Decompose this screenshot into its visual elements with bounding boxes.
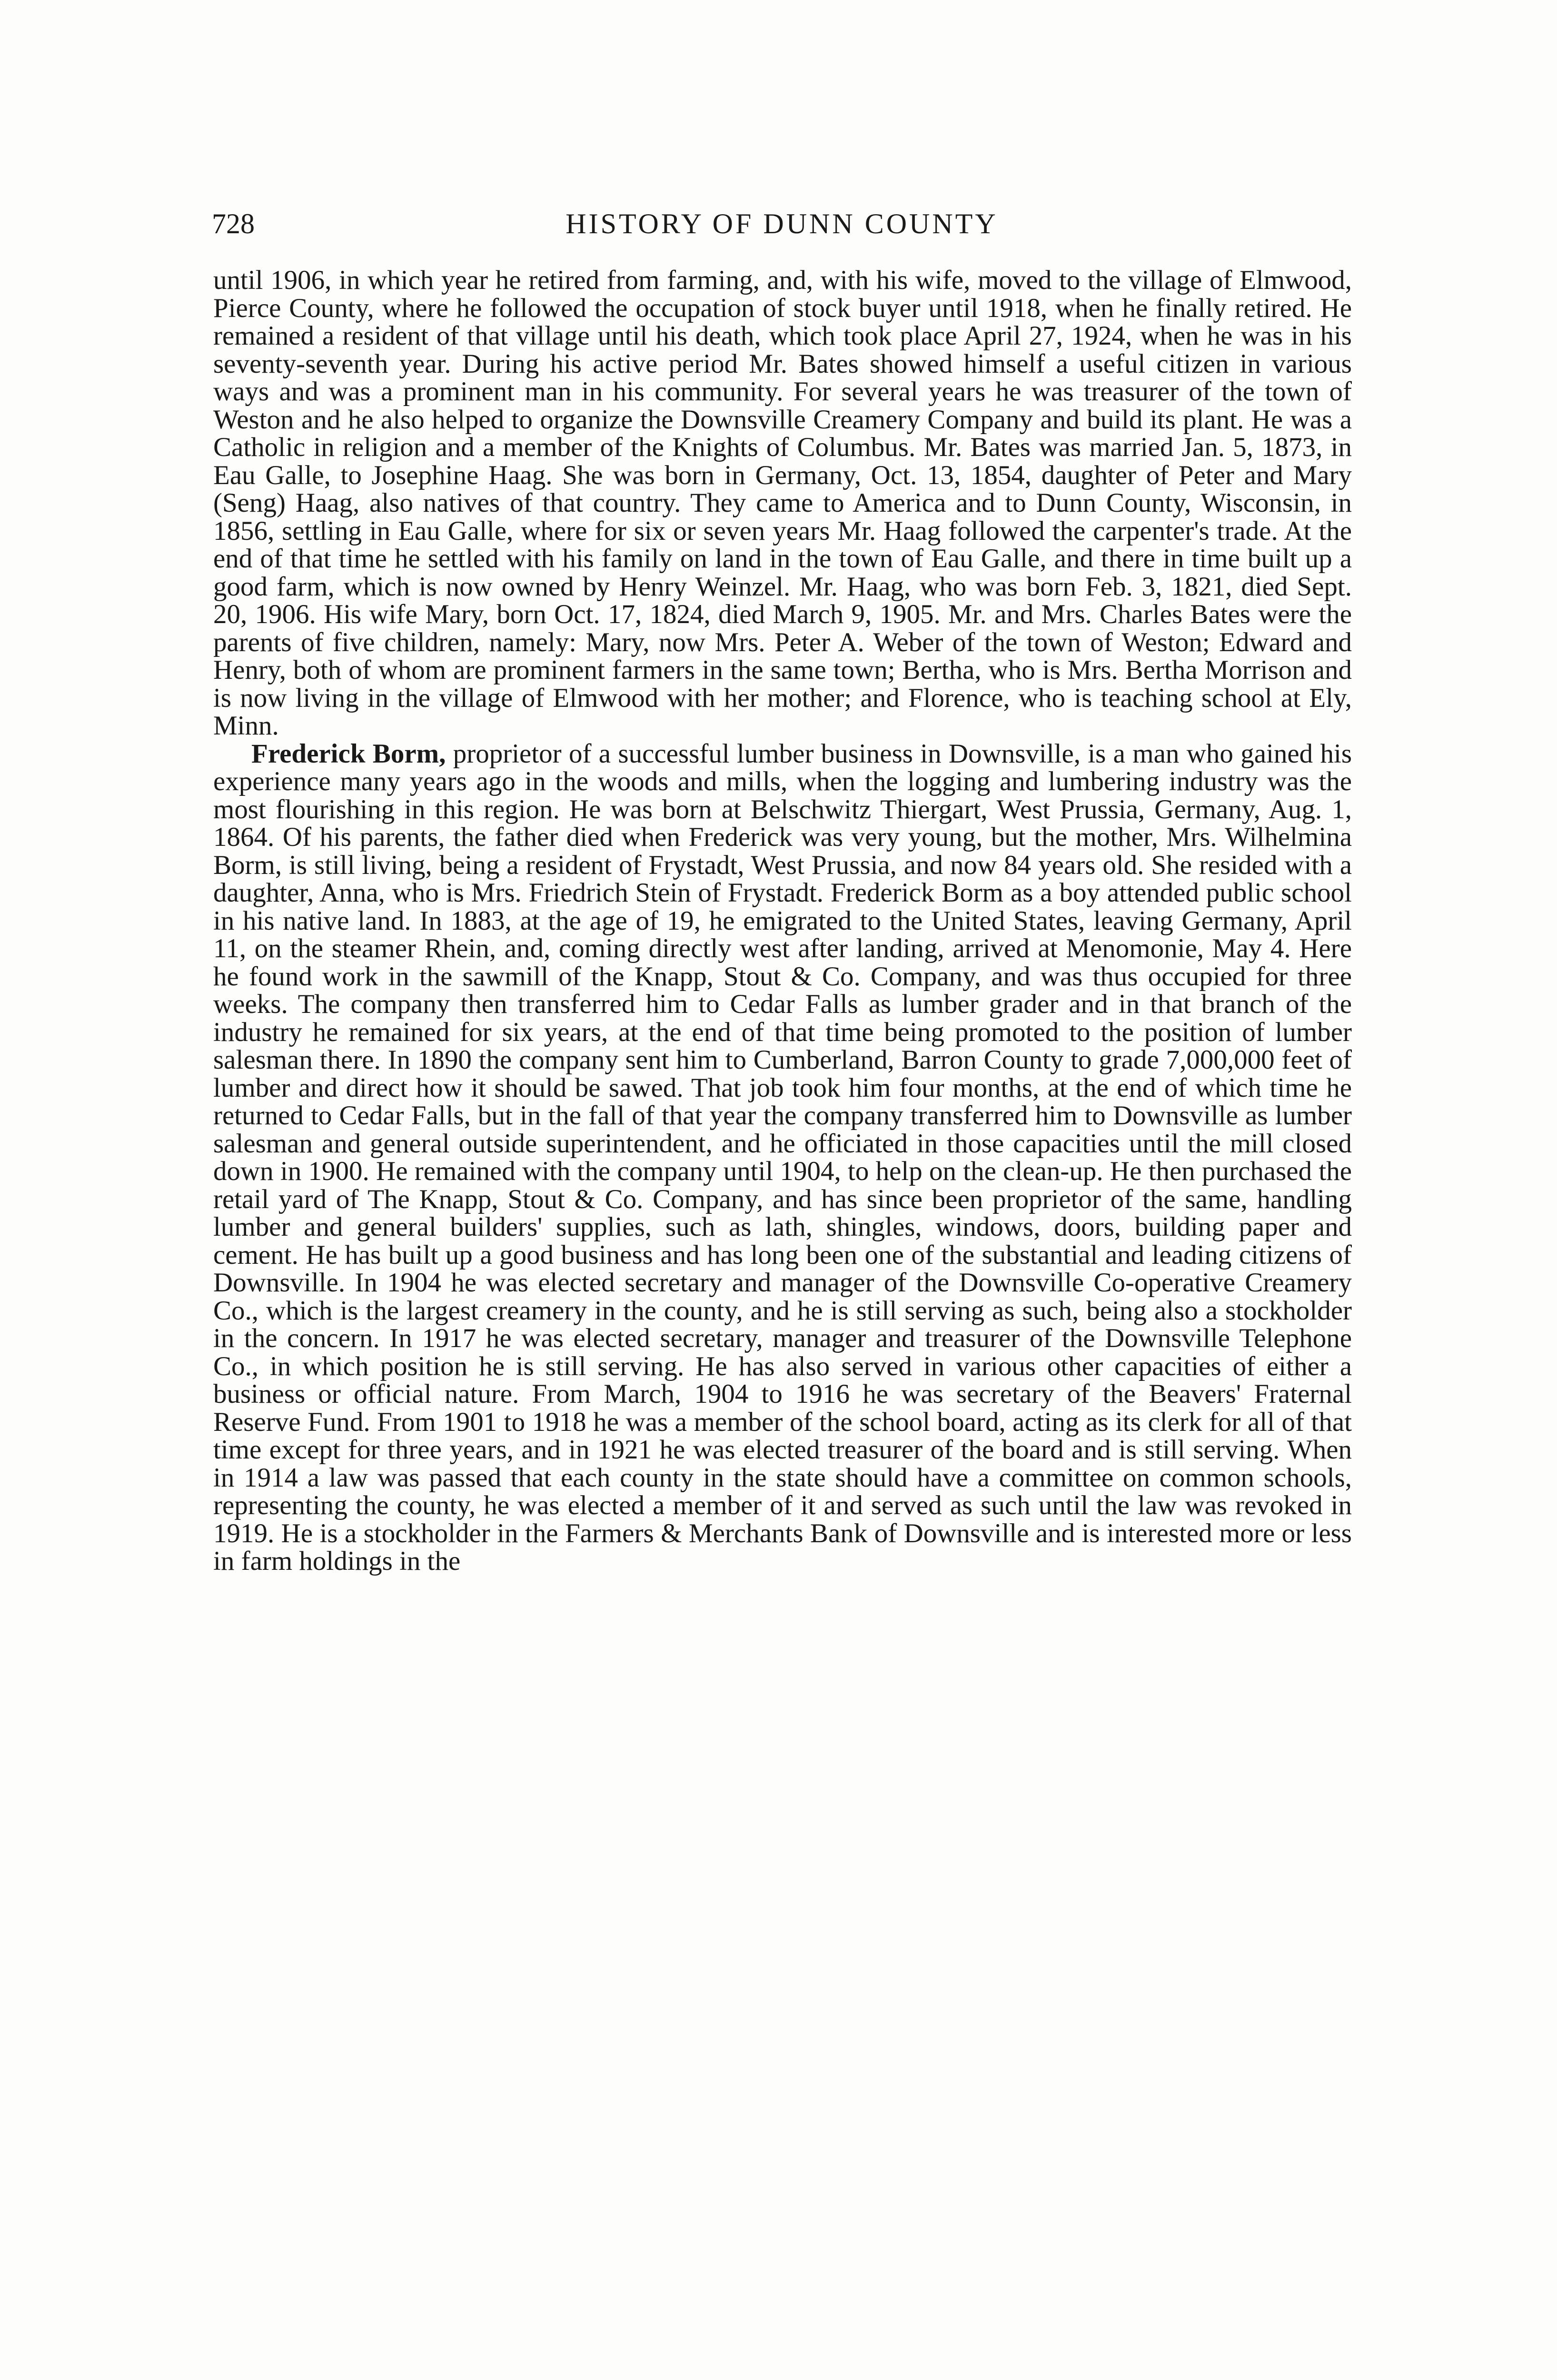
- page-number: 728: [212, 208, 255, 239]
- page-header: [212, 202, 1352, 245]
- body-text: [213, 267, 1352, 1576]
- running-head: HISTORY OF DUNN COUNTY: [565, 208, 998, 239]
- paragraph-frederick-borm: [213, 740, 1352, 1576]
- paragraph-bates-continued: until 1906, in which year he retired from farming, and, with his wife, moved to the village of Elmwood, Pierce County, where he followed the occupation of stock buyer until 1918, when he finally retired. He remained a resident of that village until his death, which took place April 27, 1924, when he was in his seventy-seventh year. During his active period Mr. Bates showed himself a useful citizen in various ways and was a prominent man in his community. For several years he was treasurer of the town of Weston and he also helped to organize the Downsville Creamery Company and build its plant. He was a Catholic in religion and a member of the Knights of Columbus. Mr. Bates was married Jan. 5, 1873, in Eau Galle, to Josephine Haag. She was born in Germany, Oct. 13, 1854, daughter of Peter and Mary (Seng) Haag, also natives of that country. They came to America and to Dunn County, Wisconsin, in 1856, settling in Eau Galle, where for six or seven years Mr. Haag followed the carpenter's trade. At the end of that time he settled with his family on land in the town of Eau Galle, and there in time built up a good farm, which is now owned by Henry Weinzel. Mr. Haag, who was born Feb. 3, 1821, died Sept. 20, 1906. His wife Mary, born Oct. 17, 1824, died March 9, 1905. Mr. and Mrs. Charles Bates were the parents of five children, namely: Mary, now Mrs. Peter A. Weber of the town of Weston; Edward and Henry, both of whom are prominent farmers in the same town; Bertha, who is Mrs. Bertha Morrison and is now living in the village of Elmwood with her mother; and Florence, who is teaching school at Ely, Minn.: [213, 265, 1352, 741]
- biography-text: proprietor of a successful lumber business in Downsville, is a man who gained his experience many years ago in the woods and mills, when the logging and lumbering industry was the most flourishing in this region. He was born at Belschwitz Thiergart, West Prussia, Germany, Aug. 1, 1864. Of his parents, the father died when Frederick was very young, but the mother, Mrs. Wilhelmina Borm, is still living, being a resident of Frystadt, West Prussia, and now 84 years old. She resided with a daughter, Anna, who is Mrs. Friedrich Stein of Frystadt. Frederick Borm as a boy attended public school in his native land. In 1883, at the age of 19, he emigrated to the United States, leaving Germany, April 11, on the steamer Rhein, and, coming directly west after landing, arrived at Menomonie, May 4. Here he found work in the sawmill of the Knapp, Stout & Co. Company, and was thus occupied for three weeks. The company then transferred him to Cedar Falls as lumber grader and in that branch of the industry he remained for six years, at the end of that time being promoted to the position of lumber salesman there. In 1890 the company sent him to Cumberland, Barron County to grade 7,000,000 feet of lumber and direct how it should be sawed. That job took him four months, at the end of which time he returned to Cedar Falls, but in the fall of that year the company transferred him to Downsville as lumber salesman and general outside superintendent, and he officiated in those capacities until the mill closed down in 1900. He remained with the company until 1904, to help on the clean-up. He then purchased the retail yard of The Knapp, Stout & Co. Company, and has since been proprietor of the same, handling lumber and general builders' supplies, such as lath, shingles, windows, doors, building paper and cement. He has built up a good business and has long been one of the substantial and leading citizens of Downsville. In 1904 he was elected secretary and manager of the Downsville Co-operative Creamery Co., which is the largest creamery in the county, and he is still serving as such, being also a stockholder in the concern. In 1917 he was elected secretary, manager and treasurer of the Downsville Telephone Co., in which position he is still serving. He has also served in various other capacities of either a business or official nature. From March, 1904 to 1916 he was secretary of the Beavers' Fraternal Reserve Fund. From 1901 to 1918 he was a member of the school board, acting as its clerk for all of that time except for three years, and in 1921 he was elected treasurer of the board and is still serving. When in 1914 a law was passed that each county in the state should have a committee on common schools, representing the county, he was elected a member of it and served as such until the law was revoked in 1919. He is a stockholder in the Farmers & Merchants Bank of Downsville and is interested more or less in farm holdings in the: [213, 738, 1352, 1576]
- biography-name: Frederick Borm,: [251, 738, 446, 769]
